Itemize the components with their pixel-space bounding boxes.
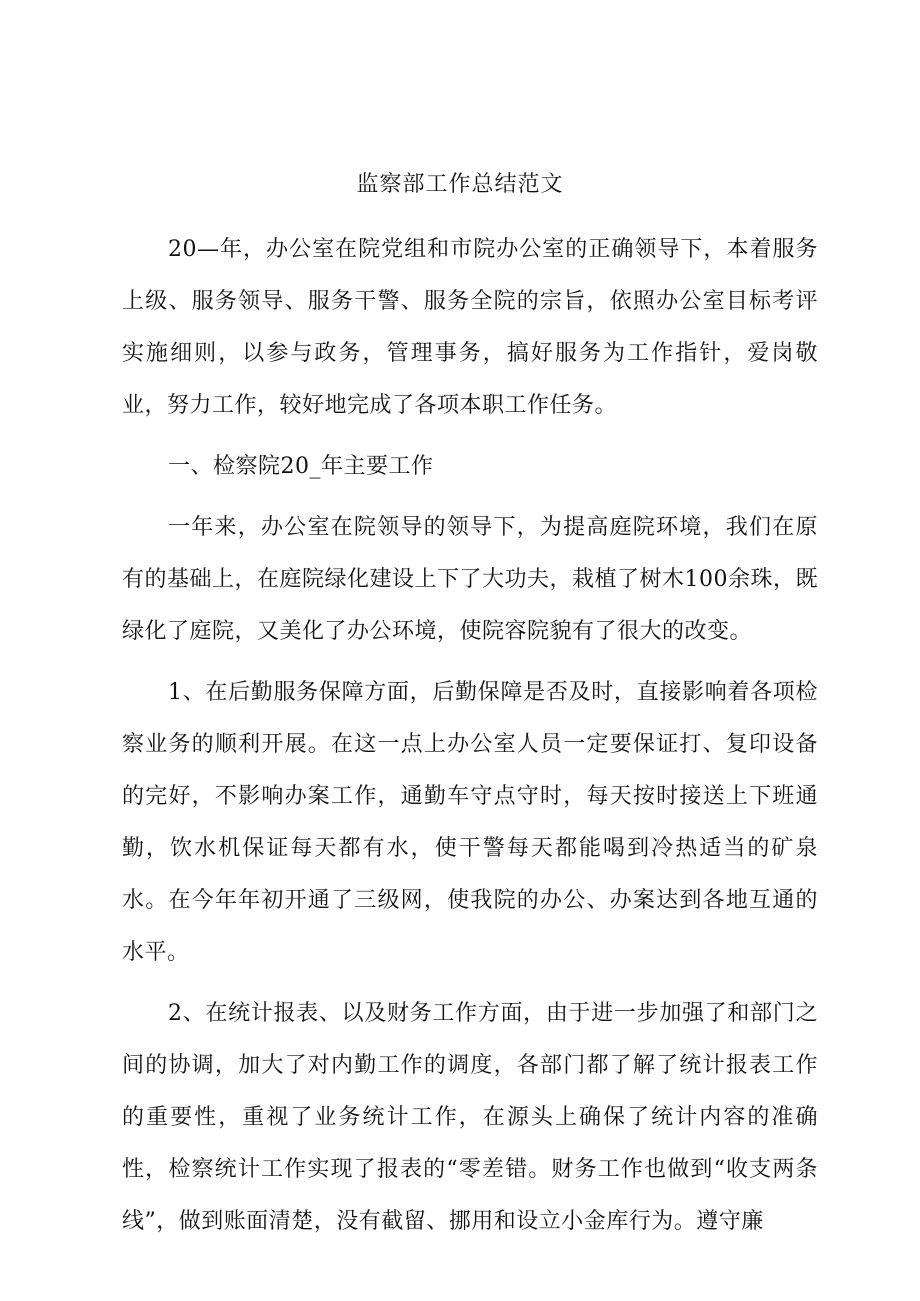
paragraph-statistics: 2、在统计报表、以及财务工作方面，由于进一步加强了和部门之间的协调，加大了对内勤工作的调度，各部门都了解了统计报表工作的重要性，重视了业务统计工作，在源头上确保了统计内容的准确性，检察统计工作实现了报表的“零差错。财务工作也做到“收支两条线”，做到账面清楚，没有截留、挪用和设立小金库行为。遵守廉 — [122, 1001, 818, 1234]
document-body — [122, 224, 818, 1257]
paragraph-logistics: 1、在后勤服务保障方面，后勤保障是否及时，直接影响着各项检察业务的顺利开展。在这一点上办公室人员一定要保证打、复印设备的完好，不影响办案工作，通勤车守点守时，每天按时接送上下班通勤，饮水机保证每天都有水，使干警每天都能喝到冷热适当的矿泉水。在今年年初开通了三级网，使我院的办公、办案达到各地互通的水平。 — [122, 680, 818, 965]
paragraph-greening: 一年来，办公室在院领导的领导下，为提高庭院环境，我们在原有的基础上，在庭院绿化建设上下了大功夫，栽植了树木100余珠，既绿化了庭院，又美化了办公环境，使院容院貌有了很大的改变。 — [122, 515, 818, 644]
section-heading: 一、检察院20_年主要工作 — [168, 454, 434, 479]
document-title: 监察部工作总结范文 — [356, 172, 564, 197]
paragraph-intro: 20—年，办公室在院党组和市院办公室的正确领导下，本着服务上级、服务领导、服务干警、服务全院的宗旨，依照办公室目标考评实施细则，以参与政务，管理事务，搞好服务为工作指针，爱岗敬业，努力工作，较好地完成了各项本职工作任务。 — [122, 237, 818, 418]
